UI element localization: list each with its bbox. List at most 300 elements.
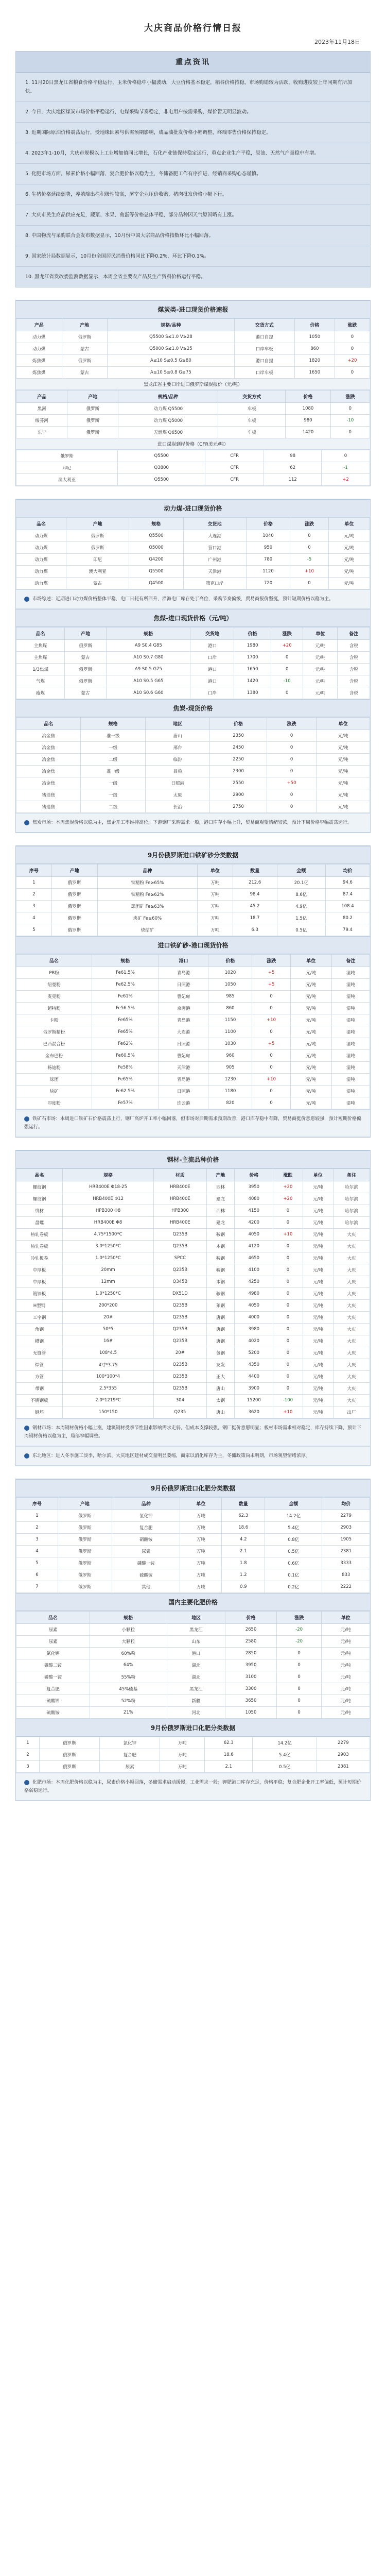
table-cell: Q5000 S≤1.0 V≥25: [108, 343, 235, 355]
news-item: 4. 2023年1-10月，大庆市规模以上工业增加值同比增长，石化产业链保持稳定运行，重点企业生产平稳，原油、天然气产量稳中有增。: [16, 143, 370, 164]
column-header: 金额: [277, 865, 325, 877]
table-cell: 1080: [286, 403, 330, 415]
table-cell: 元/吨: [290, 1074, 331, 1086]
steel-title: 钢材-主流品种价格: [16, 1150, 370, 1168]
steel-note: 钢材市场：本周钢材价格小幅上涨，建筑钢材受季节性因素影响需求走弱，但成本支撑较强，钢厂挺价意愿明显；板材市场需求相对稳定，库存持续下降，预计下周钢材价格以稳为主，局部窄幅调整。: [16, 1418, 370, 1446]
table-cell: 京唐港: [159, 1003, 208, 1014]
table-cell: A9 S0.4 G85: [107, 640, 190, 652]
table-cell: Q235B: [154, 1335, 206, 1347]
table-cell: 87.4: [326, 889, 370, 901]
table-cell: 铁精粉 Fe≥62%: [97, 889, 197, 901]
table-cell: 大庆: [333, 1324, 370, 1335]
table-cell: 蒙古: [62, 343, 108, 355]
table-cell: 108*4.5: [62, 1347, 153, 1359]
table-cell: 4120: [235, 1241, 273, 1252]
column-header: 品种: [97, 865, 197, 877]
table-cell: HRB400E: [154, 1181, 206, 1193]
column-header: 品名: [16, 955, 92, 967]
column-header: 序号: [16, 865, 52, 877]
table-cell: 元/吨: [303, 1395, 333, 1406]
column-header: 涨跌: [271, 628, 303, 640]
table-cell: +10: [252, 1014, 290, 1026]
column-header: 港口: [159, 955, 208, 967]
table-cell: 建龙: [206, 1217, 235, 1229]
table-row: [16, 1050, 370, 1062]
table-cell: 策克口岸: [183, 578, 246, 589]
table-cell: 元/吨: [328, 566, 370, 578]
column-header: 备注: [333, 1169, 370, 1181]
table-row: [16, 1229, 370, 1241]
table-cell: 94.6: [326, 877, 370, 889]
coal-sub1: 黑龙江省主要口岸进口俄罗斯煤炭报价（元/吨）: [16, 379, 370, 390]
table-cell: 0: [267, 766, 317, 777]
table-cell: 62.3: [204, 1737, 253, 1749]
table-cell: 方管: [16, 1371, 63, 1383]
column-header: 单位: [290, 955, 331, 967]
table-cell: 蒙古: [62, 367, 108, 379]
table-cell: 0: [267, 742, 317, 754]
table-cell: 2.0*1219*C: [62, 1395, 153, 1406]
table-cell: 1/3焦煤: [16, 664, 65, 675]
table-cell: 1650: [234, 664, 271, 675]
table-cell: 1050: [294, 331, 335, 343]
table-row: [16, 912, 370, 924]
table-row: [16, 1707, 370, 1719]
column-header: 产地: [62, 319, 108, 331]
table-cell: 2.1: [204, 1761, 253, 1773]
table-cell: 俄罗斯: [66, 530, 129, 542]
table-cell: 元/吨: [328, 554, 370, 566]
table-cell: 200*200: [62, 1300, 153, 1312]
column-header: 规格/品种: [108, 319, 235, 331]
iron-ore-import-table: [16, 864, 370, 936]
table-cell: 1: [16, 1737, 40, 1749]
table-cell: +20: [273, 1193, 303, 1205]
column-header: 品名: [16, 1169, 63, 1181]
table-cell: 0: [273, 1371, 303, 1383]
table-cell: 万吨: [198, 877, 233, 889]
table-cell: 尿素: [16, 1636, 90, 1648]
table-cell: 0: [273, 1359, 303, 1371]
table-cell: 黑龙江: [167, 1624, 225, 1636]
table-cell: 港口: [167, 1648, 225, 1659]
coal-title: 煤炭类-进口现货价格速报: [16, 300, 370, 318]
table-cell: 俄罗斯: [58, 1534, 112, 1546]
table-cell: 二级: [81, 754, 145, 766]
column-header: 产地: [67, 391, 118, 403]
table-cell: 元/吨: [290, 1050, 331, 1062]
table-cell: 复合肥: [100, 1749, 160, 1761]
table-cell: A10 S0.6 G60: [107, 687, 190, 699]
table-cell: 1420: [234, 675, 271, 687]
table-row: [16, 1683, 370, 1695]
table-cell: 哈尔滨: [333, 1205, 370, 1217]
fertilizer-note: 化肥市场：本周化肥价格以稳为主，尿素价格小幅回落，冬储需求启动缓慢，工业需求一般；钾肥港口库存充足，价格平稳；复合肥企业开工率偏低，预计短期价格弱稳运行。: [16, 1773, 370, 1801]
table-cell: Fe57%: [92, 1097, 159, 1109]
table-row: [16, 1205, 370, 1217]
table-row: [16, 1217, 370, 1229]
table-cell: 大庆: [333, 1300, 370, 1312]
table-cell: 口岸车板: [234, 367, 294, 379]
table-cell: 唐钢: [206, 1312, 235, 1324]
table-cell: 无烟煤 Q6500: [118, 427, 218, 438]
table-cell: 其他: [112, 1581, 180, 1593]
table-cell: 大庆: [333, 1264, 370, 1276]
table-cell: 6: [16, 1569, 58, 1581]
table-cell: -20: [276, 1636, 321, 1648]
table-row: [16, 1288, 370, 1300]
column-header: 地区: [167, 1612, 225, 1624]
column-header: 单位: [180, 1498, 222, 1510]
table-cell: 卡粉: [16, 1014, 92, 1026]
table-cell: 4400: [235, 1371, 273, 1383]
table-cell: 720: [246, 578, 290, 589]
table-cell: 2903: [322, 1522, 370, 1534]
table-cell: Q235B: [154, 1312, 206, 1324]
table-cell: Q5500: [118, 474, 205, 486]
table-row: [16, 1648, 370, 1659]
table-cell: 20.1亿: [277, 877, 325, 889]
table-cell: 冷轧板卷: [16, 1252, 63, 1264]
table-cell: 0: [271, 652, 303, 664]
table-cell: 元/吨: [303, 1229, 333, 1241]
table-cell: 元/吨: [290, 967, 331, 979]
table-cell: 4200: [235, 1217, 273, 1229]
table-cell: 大庆: [333, 1312, 370, 1324]
table-cell: 0: [273, 1312, 303, 1324]
table-cell: 80.2: [326, 912, 370, 924]
table-cell: Q5500: [129, 530, 183, 542]
table-row: [16, 554, 370, 566]
table-cell: 邢台: [145, 742, 209, 754]
table-row: [16, 1276, 370, 1288]
table-cell: 螺纹钢: [16, 1181, 63, 1193]
table-cell: 元/吨: [303, 1252, 333, 1264]
table-cell: 唐钢: [206, 1324, 235, 1335]
table-cell: 大庆: [333, 1383, 370, 1395]
table-cell: Q235B: [154, 1383, 206, 1395]
column-header: 交货地: [183, 518, 246, 530]
table-cell: 16#: [62, 1335, 153, 1347]
table-cell: 湿吨: [331, 1014, 370, 1026]
table-cell: 元/吨: [317, 789, 370, 801]
column-header: 金额: [265, 1498, 322, 1510]
table-cell: 槽钢: [16, 1335, 63, 1347]
table-cell: +20: [273, 1181, 303, 1193]
table-cell: 985: [208, 991, 252, 1003]
table-header-row: [16, 319, 370, 331]
table-row: [16, 901, 370, 912]
table-cell: 动力煤: [16, 554, 66, 566]
table-cell: 元/吨: [303, 1312, 333, 1324]
table-cell: 湿吨: [331, 1038, 370, 1050]
table-cell: 960: [208, 1050, 252, 1062]
info-icon: [24, 820, 29, 825]
table-cell: 0: [273, 1335, 303, 1347]
table-cell: 硫酸铵: [112, 1569, 180, 1581]
table-cell: 镀锌板: [16, 1288, 63, 1300]
table-cell: 万吨: [198, 924, 233, 936]
fertilizer-section: [15, 1479, 371, 1801]
table-cell: 1: [16, 877, 52, 889]
table-cell: 湿吨: [331, 1050, 370, 1062]
table-cell: 港口: [190, 664, 234, 675]
table-cell: 0: [335, 367, 370, 379]
news-item: 7. 大庆市民生商品供应充足，蔬菜、水果、禽蛋等价格总体平稳，部分品种因天气原因略有上涨。: [16, 205, 370, 226]
table-cell: 2250: [210, 754, 267, 766]
table-cell: 冶金焦: [16, 730, 81, 742]
table-cell: 1.0*1250*C: [62, 1252, 153, 1264]
table-cell: 铸造焦: [16, 801, 81, 813]
table-row: [16, 730, 370, 742]
table-cell: -10: [330, 415, 370, 427]
table-cell: 鞍钢: [206, 1229, 235, 1241]
column-header: 价格: [286, 391, 330, 403]
table-cell: 1905: [322, 1534, 370, 1546]
table-cell: 友发: [206, 1359, 235, 1371]
table-row: [16, 1097, 370, 1109]
column-header: 产品: [16, 319, 62, 331]
table-cell: 8.6亿: [277, 889, 325, 901]
table-cell: 1.0*1250*C: [62, 1288, 153, 1300]
table-cell: 元/吨: [290, 1038, 331, 1050]
table-cell: 气煤: [16, 675, 65, 687]
table-cell: 60%粉: [90, 1648, 167, 1659]
table-cell: 元/吨: [303, 675, 338, 687]
table-cell: 0: [335, 343, 370, 355]
table-cell: 0.5亿: [253, 1761, 317, 1773]
column-header: 均价: [326, 865, 370, 877]
table-row: [16, 403, 370, 415]
table-row: [16, 1581, 370, 1593]
table-cell: 车板: [218, 427, 286, 438]
table-cell: 日照港: [159, 1086, 208, 1097]
table-cell: 4.2: [222, 1534, 265, 1546]
table-cell: 2903: [317, 1749, 370, 1761]
table-cell: 俄罗斯: [58, 1557, 112, 1569]
column-header: 规格: [81, 718, 145, 730]
fertilizer-import-table-2: [16, 1737, 370, 1773]
column-header: 价格: [246, 518, 290, 530]
table-cell: 俄罗斯: [65, 640, 107, 652]
table-cell: 0: [252, 1003, 290, 1014]
table-cell: 大庆: [333, 1347, 370, 1359]
table-cell: 尿素: [16, 1624, 90, 1636]
table-cell: 0: [330, 403, 370, 415]
table-cell: 复合肥: [16, 1683, 90, 1695]
table-cell: 曹妃甸: [159, 1050, 208, 1062]
table-cell: 大连港: [159, 1026, 208, 1038]
table-cell: 4.9亿: [277, 901, 325, 912]
table-cell: Fe65%: [92, 1014, 159, 1026]
table-cell: 盘螺: [16, 1217, 63, 1229]
table-cell: 唐山: [145, 730, 209, 742]
table-cell: +10: [273, 1229, 303, 1241]
table-cell: 硫酸钾: [16, 1695, 90, 1707]
column-header: 品名: [16, 1612, 90, 1624]
table-cell: 0: [273, 1288, 303, 1300]
table-cell: 4000: [235, 1312, 273, 1324]
table-cell: 线材: [16, 1205, 63, 1217]
table-cell: 0: [252, 1062, 290, 1074]
table-cell: 0: [290, 578, 329, 589]
table-cell: 港口自提: [234, 355, 294, 367]
table-header-row: [16, 718, 370, 730]
table-cell: 元/吨: [322, 1636, 370, 1648]
table-cell: 二级: [81, 801, 145, 813]
table-row: [16, 1026, 370, 1038]
table-cell: 角钢: [16, 1324, 63, 1335]
table-cell: 热轧卷板: [16, 1229, 63, 1241]
table-cell: 氯化钾: [112, 1510, 180, 1522]
table-cell: +20: [271, 640, 303, 652]
news-heading: 重点资讯: [16, 52, 370, 73]
table-row: [16, 1671, 370, 1683]
table-cell: 麦克粉: [16, 991, 92, 1003]
table-cell: 块矿: [16, 1086, 92, 1097]
table-cell: 湿吨: [331, 979, 370, 991]
table-cell: 元/吨: [290, 1014, 331, 1026]
iron-ore-port-title: 进口铁矿砂-港口现货价格: [16, 936, 370, 954]
table-cell: Fe62.5%: [92, 979, 159, 991]
table-cell: 铸造焦: [16, 789, 81, 801]
table-cell: 万吨: [180, 1546, 222, 1557]
table-cell: 口岸: [190, 687, 234, 699]
table-cell: 元/吨: [303, 1359, 333, 1371]
table-cell: 大庆: [333, 1276, 370, 1288]
table-cell: +5: [252, 979, 290, 991]
table-cell: 氯化钾: [16, 1648, 90, 1659]
table-cell: DX51D: [154, 1288, 206, 1300]
table-cell: 建龙: [206, 1193, 235, 1205]
table-cell: 5200: [235, 1347, 273, 1359]
column-header: 规格/品种: [118, 391, 218, 403]
coke-title: 焦炭-现货价格: [16, 699, 370, 717]
table-row: [16, 652, 370, 664]
table-row: [16, 754, 370, 766]
table-cell: 俄罗斯: [51, 877, 97, 889]
table-row: [16, 1557, 370, 1569]
column-header: 交货方式: [234, 319, 294, 331]
table-cell: 无缝管: [16, 1347, 63, 1359]
column-header: 单位: [317, 718, 370, 730]
table-cell: 2: [16, 1522, 58, 1534]
table-cell: 曹妃甸: [159, 991, 208, 1003]
column-header: 单位: [328, 518, 370, 530]
table-cell: 4寸*3.75: [62, 1359, 153, 1371]
table-cell: 元/吨: [303, 652, 338, 664]
table-cell: 元/吨: [290, 1026, 331, 1038]
table-row: [16, 1737, 370, 1749]
table-cell: 0: [267, 754, 317, 766]
table-row: [16, 462, 370, 474]
table-cell: 中厚板: [16, 1264, 63, 1276]
table-cell: HPB300: [154, 1205, 206, 1217]
table-cell: 磷酸一铵: [112, 1557, 180, 1569]
table-cell: 尿素: [100, 1761, 160, 1773]
table-cell: 本钢: [206, 1276, 235, 1288]
table-cell: 3300: [225, 1683, 277, 1695]
column-header: 涨跌: [267, 718, 317, 730]
table-cell: 2: [16, 1749, 40, 1761]
table-row: [16, 742, 370, 754]
table-cell: 俄罗斯: [66, 542, 129, 554]
table-row: [16, 1181, 370, 1193]
table-cell: 元/吨: [303, 1335, 333, 1347]
table-cell: 澳大利亚: [16, 474, 118, 486]
table-cell: 元/吨: [303, 1371, 333, 1383]
steel-table: [16, 1168, 370, 1418]
table-cell: CFR: [205, 462, 264, 474]
column-header: 备注: [331, 955, 370, 967]
table-cell: 本钢: [206, 1241, 235, 1252]
table-cell: 5.4亿: [253, 1749, 317, 1761]
table-row: [16, 1241, 370, 1252]
table-cell: 3900: [235, 1383, 273, 1395]
table-row: [16, 343, 370, 355]
table-cell: 3.0*1250*C: [62, 1241, 153, 1252]
table-cell: 1230: [208, 1074, 252, 1086]
table-cell: 湿吨: [331, 1062, 370, 1074]
table-cell: 俄罗斯: [67, 415, 118, 427]
table-cell: 元/吨: [303, 1383, 333, 1395]
table-cell: 1050: [225, 1707, 277, 1719]
table-cell: 0: [273, 1324, 303, 1335]
table-cell: 准一级: [81, 766, 145, 777]
column-header: 交货方式: [218, 391, 286, 403]
table-cell: 5: [16, 1557, 58, 1569]
table-cell: Q235B: [154, 1229, 206, 1241]
steel-section: [15, 1150, 371, 1466]
table-cell: 元/吨: [328, 542, 370, 554]
column-header: 交货地: [190, 628, 234, 640]
table-cell: 俄罗斯: [51, 901, 97, 912]
news-item: 9. 国家统计局数据显示，10月份全国居民消费价格同比下降0.2%，环比下降0.1%。: [16, 246, 370, 267]
table-cell: 营口港: [183, 542, 246, 554]
table-cell: Fe62.5%: [92, 1086, 159, 1097]
table-cell: 大庆: [333, 1395, 370, 1406]
table-cell: 万吨: [160, 1737, 205, 1749]
column-header: 品名: [16, 718, 81, 730]
news-block: [15, 51, 371, 287]
table-cell: A≤10 S≤0.5 G≥80: [108, 355, 235, 367]
column-header: 产地: [66, 518, 129, 530]
column-header: 均价: [322, 1498, 370, 1510]
table-cell: Q3800: [118, 462, 205, 474]
table-cell: 0: [252, 991, 290, 1003]
news-item: 1. 11月20日黑龙江省粮食价格平稳运行，玉米价格稳中小幅波动，大豆价格基本稳定，稻谷价格持稳，市场购销较为活跃，收购进度较上年同期有所加快。: [16, 73, 370, 102]
table-cell: 俄罗斯: [67, 427, 118, 438]
table-cell: 焊管: [16, 1359, 63, 1371]
table-cell: 钢坯: [16, 1406, 63, 1418]
table-cell: +2: [322, 474, 370, 486]
coke-table: [16, 717, 370, 813]
table-cell: 元/吨: [317, 801, 370, 813]
table-cell: 14.2亿: [253, 1737, 317, 1749]
table-cell: 日照港: [159, 979, 208, 991]
table-cell: 3100: [225, 1671, 277, 1683]
table-cell: CFR: [205, 474, 264, 486]
table-cell: 哈尔滨: [333, 1193, 370, 1205]
table-cell: 黑龙江: [167, 1683, 225, 1695]
table-cell: 0: [335, 331, 370, 343]
table-cell: 俄罗斯: [51, 889, 97, 901]
table-row: [16, 566, 370, 578]
table-cell: 动力煤 Q5500: [118, 403, 218, 415]
table-cell: 日照港: [159, 1038, 208, 1050]
table-cell: 150*150: [62, 1406, 153, 1418]
table-row: [16, 1522, 370, 1534]
